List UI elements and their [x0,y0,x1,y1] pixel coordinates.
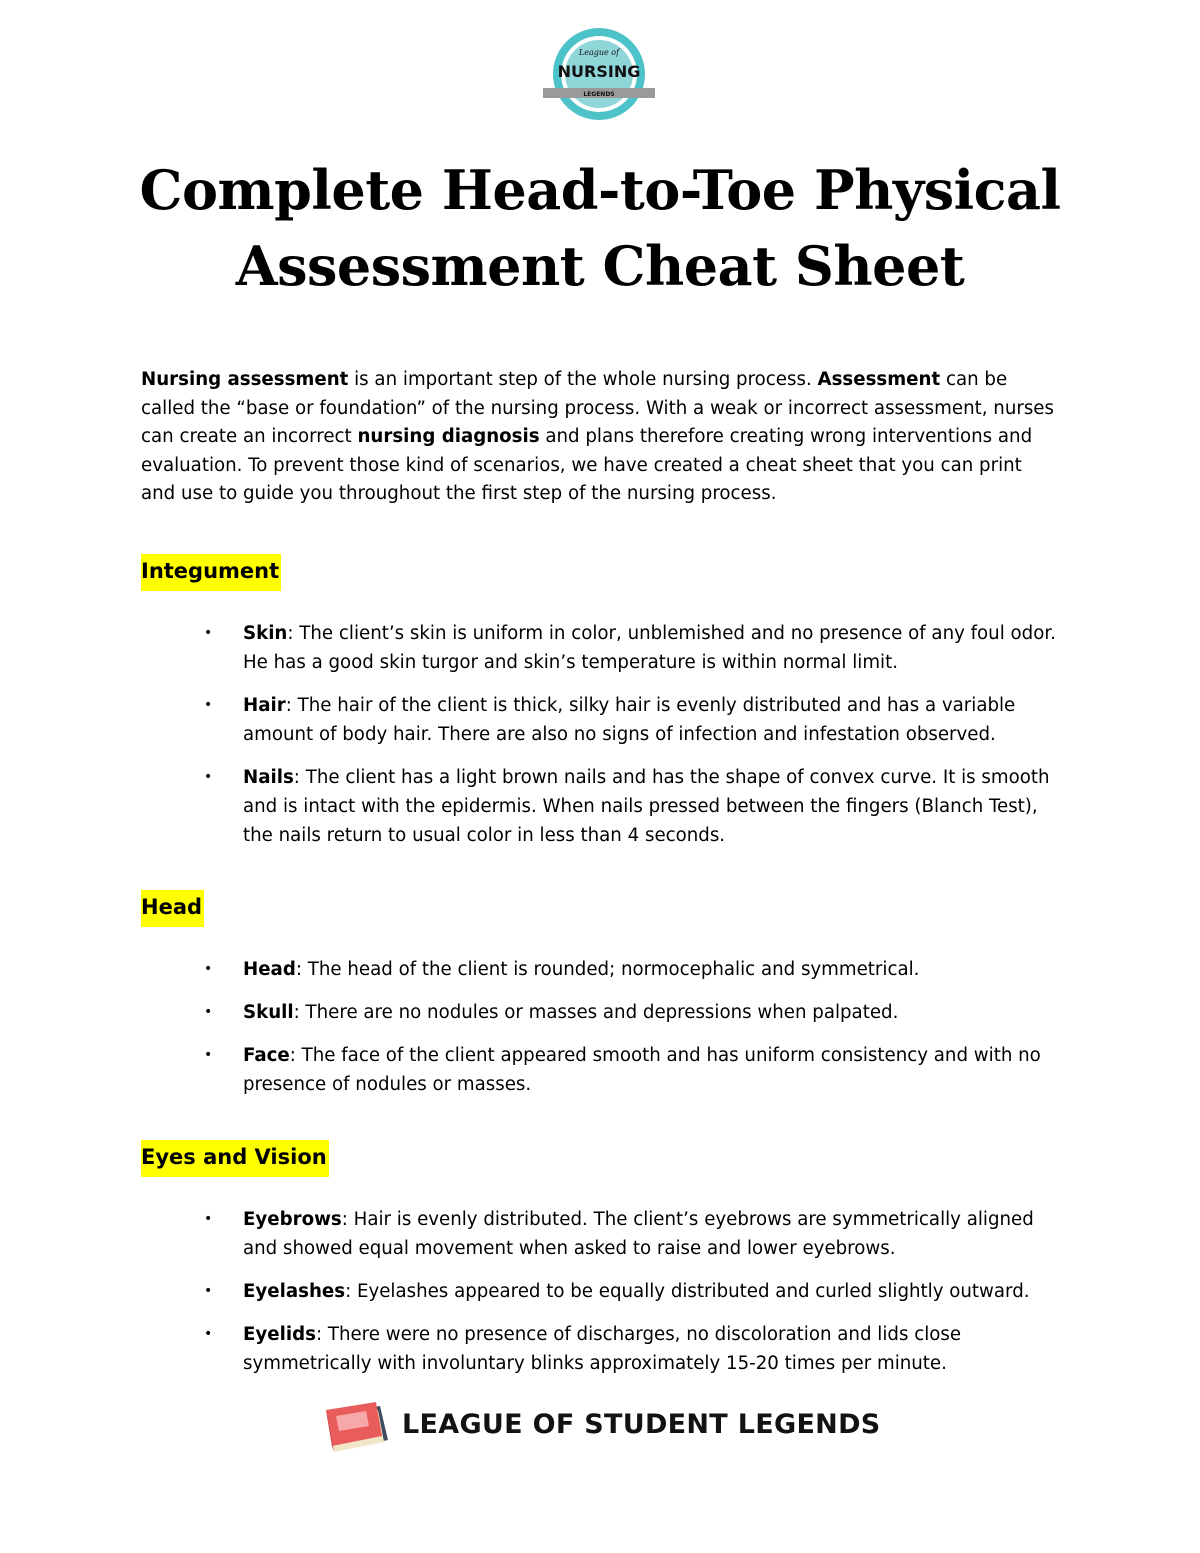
intro-paragraph: Nursing assessment is an important step of the whole nursing process. Assessment can be called the “base or foundation” of the nursing process. With a weak or incorrect assessment, nurses can create an incorrect nursing diagnosis and plans therefore creating wrong interventions and evaluation. To prevent those kind of scenarios, we have created a cheat sheet that you can print and use to guide you throughout the first step of the nursing process. [141,369,1054,505]
section-heading: Eyes and Vision [141,1140,329,1177]
item-text: : The hair of the client is thick, silky hair is evenly distributed and has a variable amount of body hair. There are also no signs of infection and infestation observed. [243,695,1016,745]
list-item [141,1320,1073,1378]
book-icon [322,1400,392,1456]
item-label: Skull [243,1002,294,1023]
bullet-icon: • [204,1211,213,1227]
list-item [141,1277,1073,1306]
bullet-icon: • [204,961,213,977]
logo-top-text: League of [578,48,620,57]
footer-text: LEAGUE OF STUDENT LEGENDS [402,1409,881,1440]
nursing-legends-logo [540,27,658,121]
item-text: : The face of the client appeared smooth and has uniform consistency and with no presence of nodules or masses. [243,1045,1041,1095]
item-label: Nails [243,767,294,788]
item-list [141,955,1071,1099]
section-eyes-and-vision [141,1140,1071,1392]
item-text: : The client’s skin is uniform in color, unblemished and no presence of any foul odor. He has a good skin turgor and skin’s temperature is within normal limit. [243,623,1056,673]
section-integument [141,554,1071,864]
bullet-icon: • [204,625,213,641]
list-item [141,998,1073,1027]
item-text: : The client has a light brown nails and has the shape of convex curve. It is smooth and is intact with the epidermis. When nails pressed between the fingers (Blanch Test), the nails return to usual color in less than 4 seconds. [243,767,1050,846]
list-item [141,763,1073,850]
bullet-icon: • [204,1004,213,1020]
section-head [141,890,1071,1113]
item-text: : The head of the client is rounded; normocephalic and symmetrical. [295,959,920,980]
footer-brand [322,1398,882,1458]
item-label: Eyelashes [243,1281,346,1302]
item-label: Head [243,959,296,980]
list-item [141,691,1073,749]
intro-term-nursing-assessment: Nursing assessment [141,369,349,390]
bullet-icon: • [204,697,213,713]
list-item [141,1205,1073,1263]
item-label: Hair [243,695,286,716]
item-text: : Hair is evenly distributed. The client’s eyebrows are symmetrically aligned and showed equal movement when asked to raise and lower eyebrows. [243,1209,1034,1259]
item-text: : There were no presence of discharges, no discoloration and lids close symmetrically with involuntary blinks approximately 15-20 times per minute. [243,1324,962,1374]
bullet-icon: • [204,769,213,785]
logo-bottom-text: LEGENDS [583,91,615,98]
item-text: : There are no nodules or masses and depressions when palpated. [293,1002,899,1023]
item-list [141,619,1071,850]
bullet-icon: • [204,1283,213,1299]
item-label: Eyelids [243,1324,316,1345]
item-label: Skin [243,623,288,644]
page-title [0,152,1200,304]
item-label: Face [243,1045,290,1066]
item-text: : Eyelashes appeared to be equally distributed and curled slightly outward. [345,1281,1030,1302]
title-line-2: Assessment Cheat Sheet [235,234,965,298]
list-item [141,619,1073,677]
intro-term-nursing-diagnosis: nursing diagnosis [357,426,540,448]
bullet-icon: • [204,1047,213,1063]
title-line-1: Complete Head-to-Toe Physical [139,158,1061,222]
section-heading: Head [141,890,204,927]
intro-term-assessment: Assessment [817,369,941,390]
logo-main-text: NURSING [557,62,641,81]
bullet-icon: • [204,1326,213,1342]
item-list [141,1205,1071,1378]
section-heading: Integument [141,554,281,591]
list-item [141,955,1073,984]
item-label: Eyebrows [243,1209,342,1230]
list-item [141,1041,1073,1099]
